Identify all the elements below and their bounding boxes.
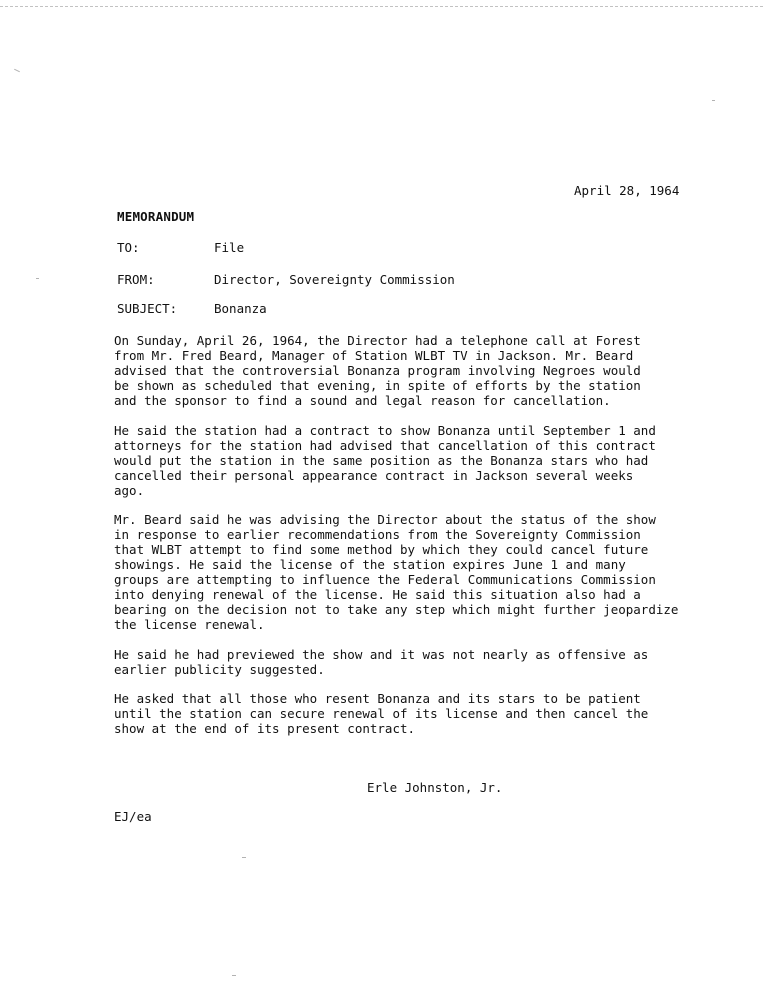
memo-line: into denying renewal of the license. He said this situation also had a	[114, 587, 641, 602]
memo-line: On Sunday, April 26, 1964, the Director had a telephone call at Forest	[114, 333, 641, 348]
memo-line: that WLBT attempt to find some method by which they could cancel future	[114, 542, 649, 557]
memo-line: be shown as scheduled that evening, in spite of efforts by the station	[114, 378, 641, 393]
memo-line: He said the station had a contract to show Bonanza until September 1 and	[114, 423, 656, 438]
page-top-edge	[0, 0, 763, 7]
subject-value: Bonanza	[214, 301, 267, 316]
from-label: FROM:	[117, 272, 155, 287]
scan-mark	[14, 69, 20, 72]
to-label: TO:	[117, 240, 140, 255]
memo-line: show at the end of its present contract.	[114, 721, 416, 736]
memo-line: earlier publicity suggested.	[114, 662, 325, 677]
to-value: File	[214, 240, 245, 255]
memo-line: showings. He said the license of the station expires June 1 and many	[114, 557, 626, 572]
scan-mark	[232, 975, 236, 976]
memo-line: cancelled their personal appearance contract in Jackson several weeks	[114, 468, 634, 483]
scan-mark	[242, 857, 246, 858]
memo-paragraph	[114, 512, 684, 632]
signature-block: Erle Johnston, Jr.	[367, 780, 503, 795]
memo-paragraph	[114, 423, 684, 498]
scan-mark	[712, 100, 715, 101]
memo-line: the license renewal.	[114, 617, 265, 632]
memo-line: He asked that all those who resent Bonanza and its stars to be patient	[114, 691, 641, 706]
from-value: Director, Sovereignty Commission	[214, 272, 455, 287]
memo-date: April 28, 1964	[574, 183, 680, 198]
memo-line: in response to earlier recommendations from the Sovereignty Commission	[114, 527, 641, 542]
memo-paragraph	[114, 333, 684, 408]
memo-line: ago.	[114, 483, 145, 498]
subject-label: SUBJECT:	[117, 301, 178, 316]
memo-line: and the sponsor to find a sound and legal reason for cancellation.	[114, 393, 611, 408]
typist-initials: EJ/ea	[114, 809, 152, 824]
memo-line: attorneys for the station had advised that cancellation of this contract	[114, 438, 656, 453]
memo-line: advised that the controversial Bonanza program involving Negroes would	[114, 363, 641, 378]
scan-mark	[36, 278, 39, 279]
memo-heading: MEMORANDUM	[117, 209, 195, 224]
memo-line: He said he had previewed the show and it was not nearly as offensive as	[114, 647, 649, 662]
memo-line: bearing on the decision not to take any step which might further jeopardize	[114, 602, 679, 617]
memo-paragraph	[114, 691, 684, 736]
memo-line: Mr. Beard said he was advising the Director about the status of the show	[114, 512, 656, 527]
memo-line: from Mr. Fred Beard, Manager of Station WLBT TV in Jackson. Mr. Beard	[114, 348, 634, 363]
memo-line: would put the station in the same position as the Bonanza stars who had	[114, 453, 649, 468]
memo-line: until the station can secure renewal of its license and then cancel the	[114, 706, 649, 721]
memo-line: groups are attempting to influence the Federal Communications Commission	[114, 572, 656, 587]
memo-paragraph	[114, 647, 684, 677]
